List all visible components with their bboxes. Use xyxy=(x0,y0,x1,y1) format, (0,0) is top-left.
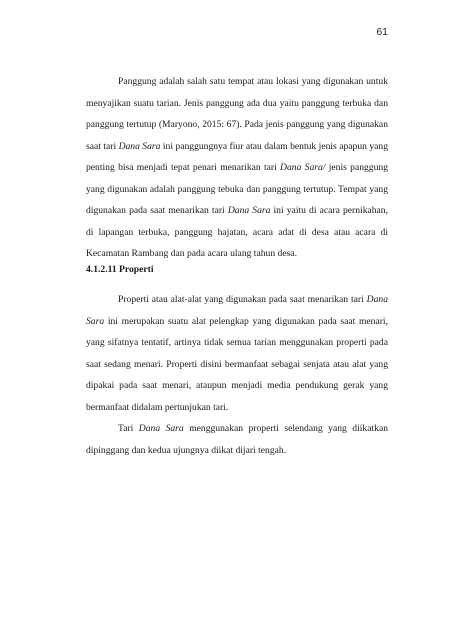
italic-term: Dana Sara/ xyxy=(280,162,326,173)
page-number: 61 xyxy=(376,26,388,38)
paragraph-text: menggunakan properti selendang yang diikatkan dipinggang dan kedua ujungnya diikat dijari tengah. xyxy=(86,423,388,456)
italic-term: Dana Sara xyxy=(138,423,184,434)
italic-term: Dana Sara xyxy=(227,205,271,216)
paragraph-text: Properti atau alat-alat yang digunakan pada saat menarikan tari xyxy=(118,294,367,305)
section-heading: 4.1.2.11 Properti xyxy=(86,264,154,275)
italic-term: Dana Sara xyxy=(118,140,161,152)
paragraph-text: jenis panggung yang digunakan adalah panggung tebuka dan panggung tertutup. Tempat yang digunakan pada saat menarikan tari xyxy=(86,162,388,216)
paragraph-text: Panggung adalah salah satu tempat atau lokasi yang digunakan untuk menyajikan suatu tarian. Jenis panggung ada dua yaitu panggung terbuka dan panggung tertutup (Maryono, 2015: 67). Pada jenis panggung yang digunakan saat tari xyxy=(86,76,388,152)
italic-term: Dana Sara xyxy=(86,294,388,327)
paragraph-text: ini merupakan suatu alat pelengkap yang digunakan pada saat menari, yang sifatnya tentatif, artinya tidak semua tarian menggunakan properti pada saat sedang menari. Properti disini bermanfaat sebagai senjata atau alat yang dipakai pada saat menari, ataupun menjadi media pendukung gerak yang bermanfaat didalam pertunjukan tari. xyxy=(86,315,388,413)
paragraph-text: ini yaitu di acara pernikahan, di lapangan terbuka, panggung hajatan, acara adat di desa atau acara di Kecamatan Rambang dan pada acara ulang tahun desa. xyxy=(86,205,388,259)
paragraph-selendang xyxy=(86,418,388,461)
paragraph-text: ini panggungnya fiur atau dalam bentuk jenis apapun yang penting bisa menjadi tepat penari menarikan tari xyxy=(86,140,388,173)
paragraph-text: Tari xyxy=(118,423,139,434)
paragraph-panggung xyxy=(86,71,388,265)
paragraph-properti xyxy=(86,289,388,418)
